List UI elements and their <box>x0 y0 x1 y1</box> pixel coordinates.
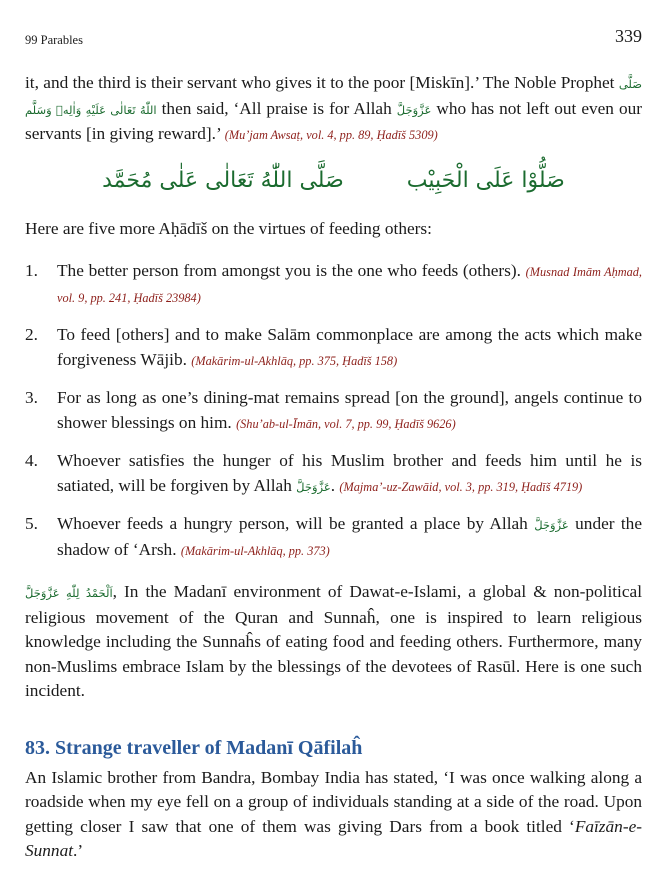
list-item <box>25 323 642 373</box>
list-text: Whoever feeds a hungry person, will be granted a place by Allah <box>57 514 535 533</box>
citation: (Majma’-uz-Zawāid, vol. 3, pp. 319, Ḥadīš 4719) <box>339 479 583 494</box>
paragraph-text: .’ <box>73 841 84 860</box>
list-text: For as long as one’s dining-mat remains spread [on the ground], angels continue to shower blessings on him. <box>57 388 642 432</box>
page-content <box>25 71 642 864</box>
list-text: Whoever satisfies the hunger of his Muslim brother and feeds him until he is satiated, will be forgiven by Allah <box>57 451 642 495</box>
salutation-left: صَلَّى اللّٰهُ تَعَالٰى عَلٰى مُحَمَّد <box>102 167 344 193</box>
arabic-salutation-prophet: صَلَّى اللّٰهُ تَعَالٰى عَلَيْهِ وَاٰلِهٖ وَسَلَّم <box>25 77 642 117</box>
paragraph-madani-environment <box>25 580 642 704</box>
intro-paragraph: Here are five more Aḥādīš on the virtues of feeding others: <box>25 218 432 238</box>
page-header <box>25 26 642 50</box>
list-number: 3. <box>25 388 38 407</box>
paragraph-story <box>25 766 642 864</box>
paragraph-continuation <box>25 71 642 148</box>
arabic-alhamdulillah: اَلْحَمْدُ لِلّٰهِ عَزَّوَجَلَّ <box>25 586 113 600</box>
list-item <box>25 512 642 563</box>
arabic-honorific: عَزَّوَجَلَّ <box>534 518 569 532</box>
paragraph-text: who has not left out even our servants [in giving reward].’ <box>25 98 642 143</box>
list-number: 5. <box>25 514 38 533</box>
page-number: 339 <box>615 26 642 46</box>
list-item <box>25 259 642 310</box>
list-text: . <box>330 475 340 495</box>
citation: (Mu’jam Awsaṭ, vol. 4, pp. 89, Ḥadīš 5309) <box>224 128 438 142</box>
salutation-line <box>25 168 642 193</box>
list-item <box>25 386 642 436</box>
paragraph-text: it, and the third is their servant who gives it to the poor [Miskīn].’ The Noble Prophet <box>25 73 619 92</box>
list-text: under the shadow of ‘Arsh. <box>57 514 642 559</box>
section-heading: 83. Strange traveller of Madanī Qāfilaĥ <box>25 736 363 759</box>
list-number: 2. <box>25 325 38 344</box>
list-text: To feed [others] and to make Salām commonplace are among the acts which make forgiveness Wājib. <box>57 325 642 369</box>
arabic-honorific: عَزَّوَجَلَّ <box>396 102 432 117</box>
paragraph-text: An Islamic brother from Bandra, Bombay India has stated, ‘I was once walking along a roadside when my eye fell on a group of individuals standing at a side of the road. Upon getting closer I saw that one of them was giving Dars from a book titled ‘ <box>25 767 642 836</box>
citation: (Makārim-ul-Akhlāq, pp. 373) <box>180 543 330 558</box>
paragraph-text: , In the Madanī environment of Dawat-e-Islami, a global & non-political religious movement of the Quran and Sunnaĥ, one is inspired to learn religious knowledge including the Sunnaĥs of eating food and feeding others. Furthermore, many non-Muslims embrace Islam by the blessings of the devotees of Rasūl. Here is one such incident. <box>25 582 642 700</box>
hadith-list <box>25 259 642 563</box>
running-title: 99 Parables <box>25 33 83 47</box>
citation: (Shu’ab-ul-Īmān, vol. 7, pp. 99, Ḥadīš 9626) <box>236 416 456 431</box>
list-text: The better person from amongst you is the one who feeds (others). <box>57 261 526 280</box>
arabic-honorific: عَزَّوَجَلَّ <box>296 479 331 494</box>
paragraph-text: then said, ‘All praise is for Allah <box>156 98 397 118</box>
salutation-right: صَلُّوْا عَلَى الْحَبِيْب <box>406 167 565 193</box>
citation: (Musnad Imām Aḥmad, vol. 9, pp. 241, Ḥadīš 23984) <box>57 265 642 305</box>
book-title: Faīzān-e-Sunnat <box>25 816 642 860</box>
list-number: 1. <box>25 261 38 280</box>
citation: (Makārim-ul-Akhlāq, pp. 375, Ḥadīš 158) <box>191 353 398 368</box>
list-number: 4. <box>25 451 38 470</box>
list-item <box>25 449 642 499</box>
